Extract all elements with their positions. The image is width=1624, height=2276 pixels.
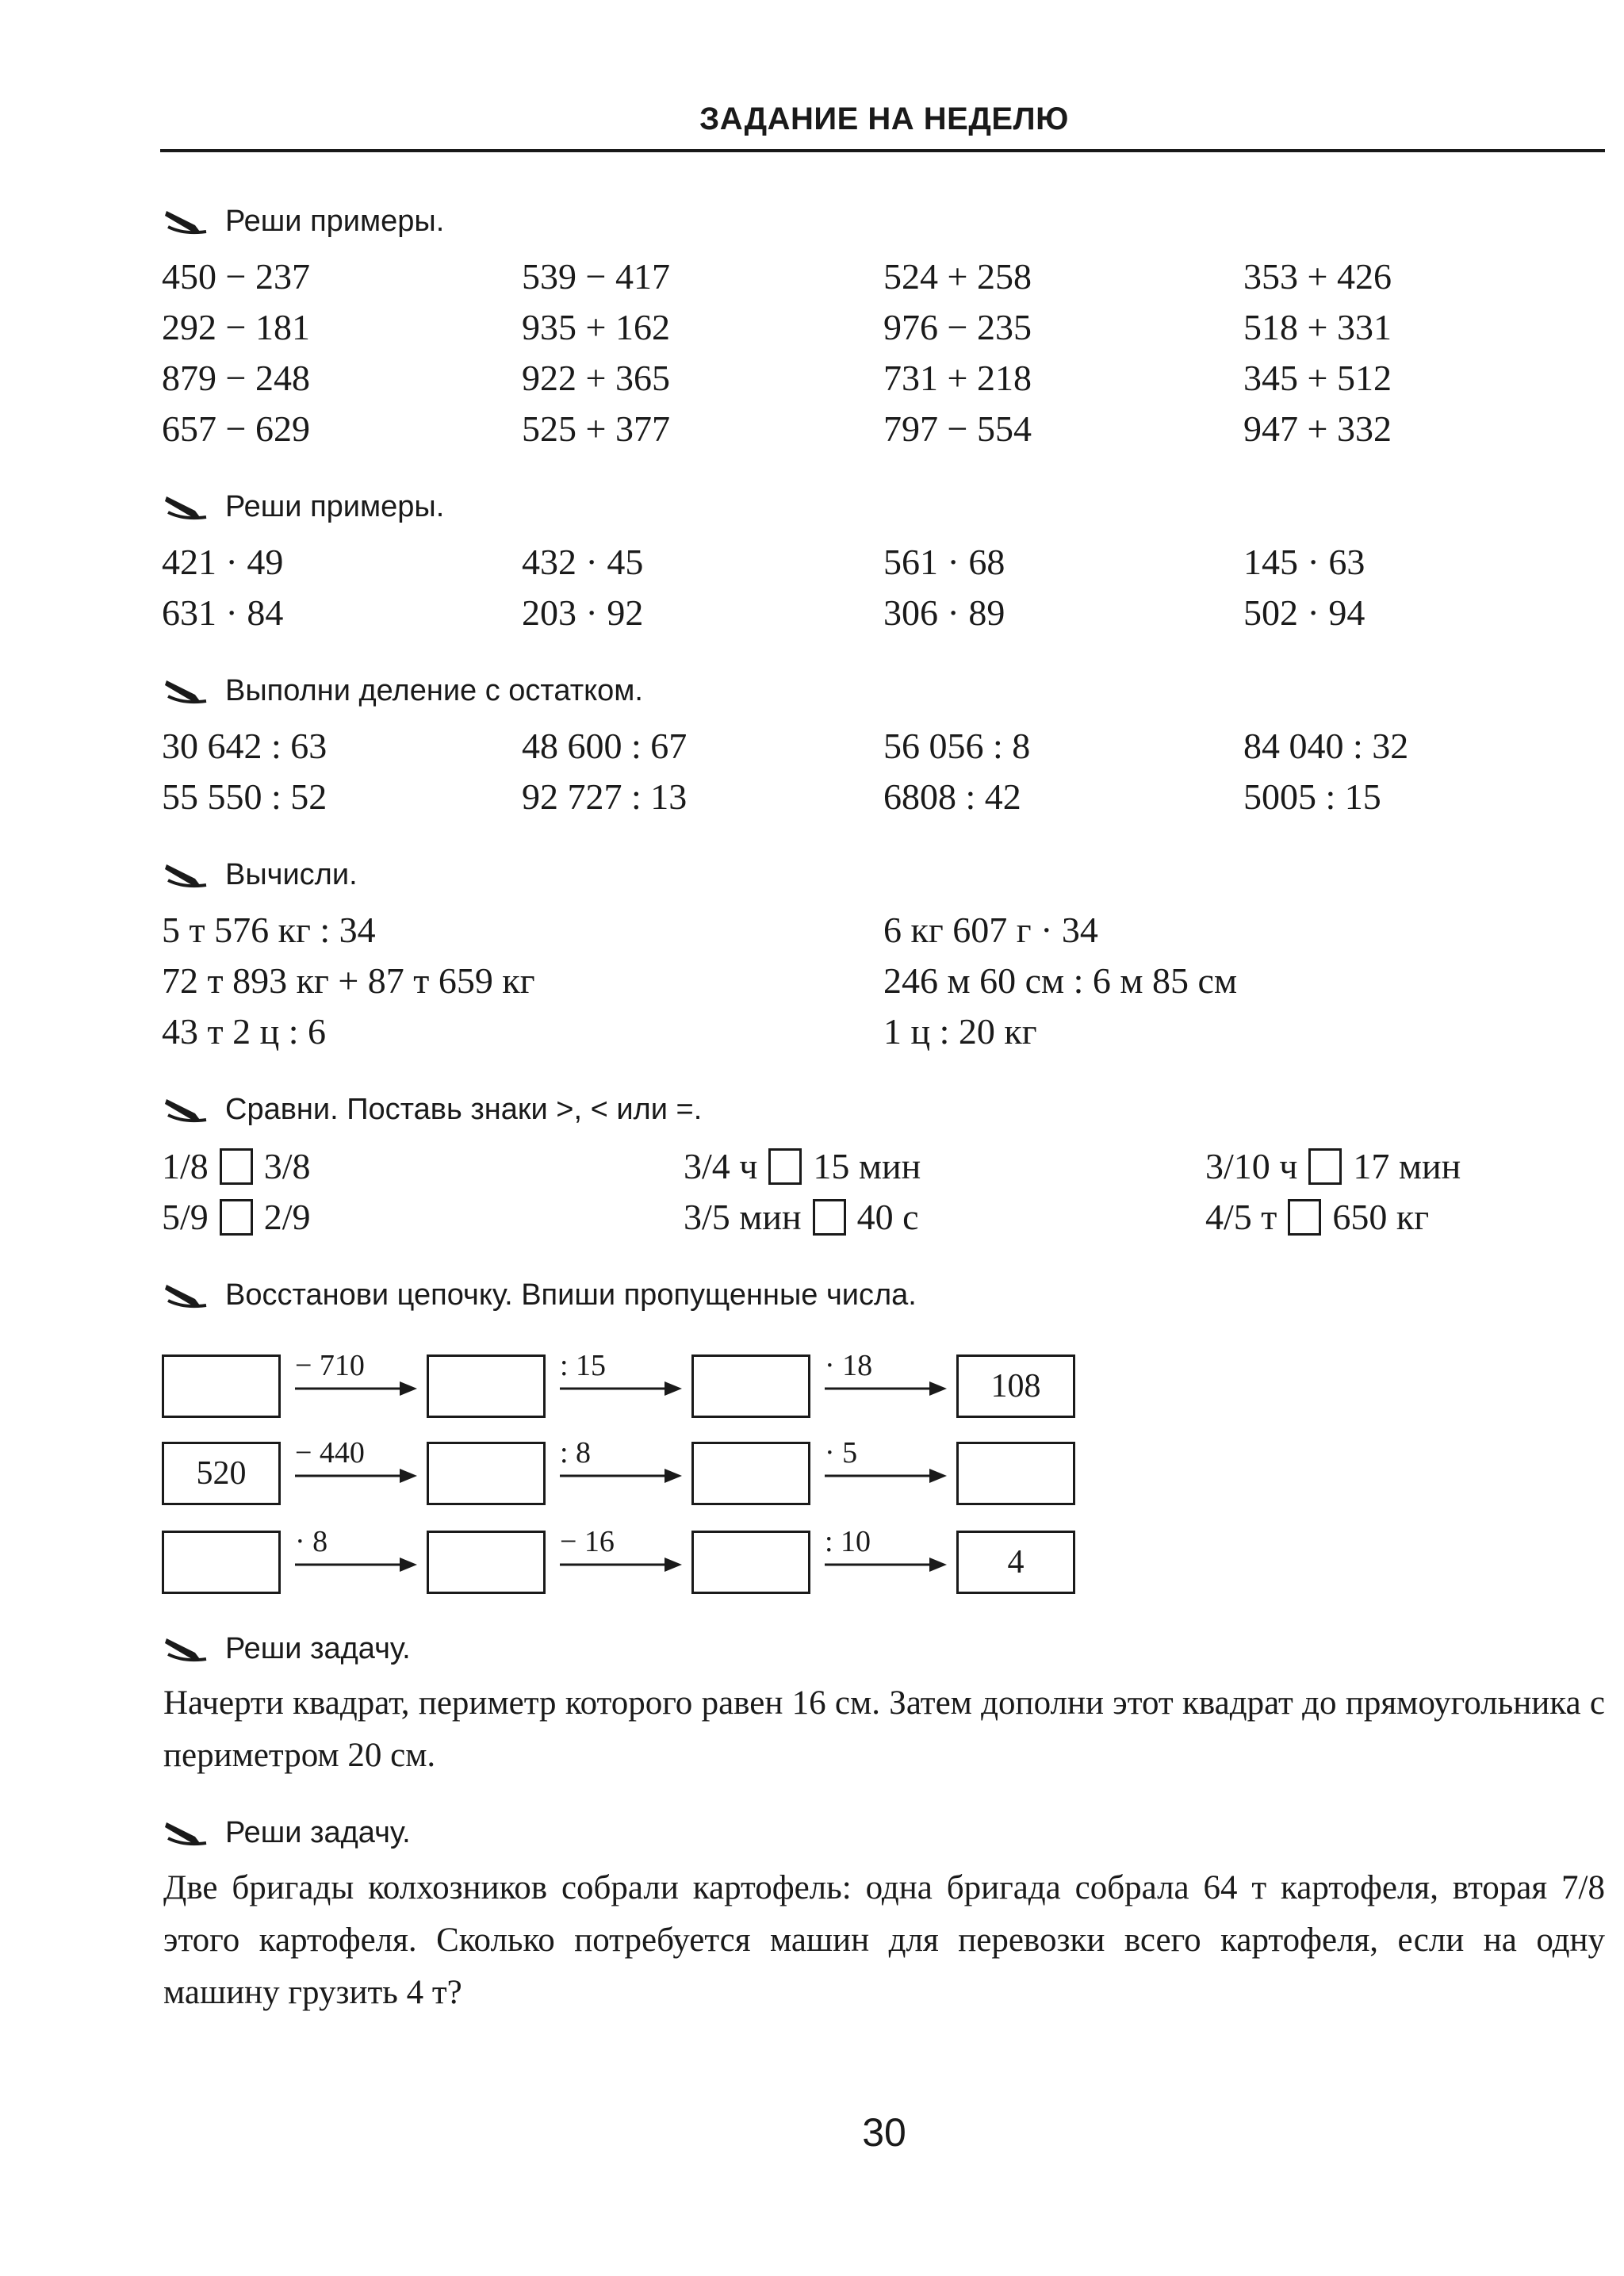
chain-operation: : 8 [560,1436,592,1469]
example: 246 м 60 см : 6 м 85 см [883,960,1238,1001]
chain-box[interactable] [162,1354,281,1418]
example: 56 056 : 8 [883,726,1031,766]
chain-box[interactable] [691,1531,810,1594]
example: 631 · 84 [162,592,284,633]
answer-box[interactable] [1308,1148,1342,1185]
example: 879 − 248 [162,358,310,398]
section-heading-text: Вычисли. [225,858,358,891]
example: 947 + 332 [1243,408,1392,449]
example: 6808 : 42 [883,776,1021,817]
example: 524 + 258 [883,256,1032,297]
example: 525 + 377 [522,408,670,449]
example: 92 727 : 13 [522,776,688,817]
example: 922 + 365 [522,358,670,398]
example: 48 600 : 67 [522,726,688,766]
chain-operation: : 10 [825,1525,871,1558]
comparison-left: 5/9 [162,1197,209,1237]
arrow-icon [560,1554,684,1575]
section-heading-text: Сравни. Поставь знаки >, < или =. [225,1093,703,1126]
chain-operation: · 5 [825,1436,858,1469]
chain-box[interactable]: 4 [956,1531,1075,1594]
example: 306 · 89 [883,592,1005,633]
chain-box[interactable] [427,1531,546,1594]
chain-box[interactable] [427,1442,546,1505]
example: 502 · 94 [1243,592,1365,633]
section-2-heading [163,490,444,524]
section-1-heading [163,205,444,239]
pencil-icon [163,208,208,236]
section-7-heading [163,1632,411,1666]
answer-box[interactable] [1288,1199,1321,1236]
section-3-heading [163,674,643,708]
comparison [684,1145,921,1187]
section-heading-text: Выполни деление с остатком. [225,674,643,707]
chain-box[interactable]: 520 [162,1442,281,1505]
section-heading-text: Реши задачу. [225,1632,411,1665]
example: 450 − 237 [162,256,310,297]
example: 976 − 235 [883,307,1032,347]
example: 72 т 893 кг + 87 т 659 кг [162,960,535,1001]
chain-box[interactable] [162,1531,281,1594]
chain-box[interactable]: 108 [956,1354,1075,1418]
comparison [1205,1145,1461,1187]
chain-box[interactable] [691,1442,810,1505]
example: 797 − 554 [883,408,1032,449]
example: 5005 : 15 [1243,776,1381,817]
example: 539 − 417 [522,256,670,297]
example: 353 + 426 [1243,256,1392,297]
chain-box[interactable] [956,1442,1075,1505]
example: 421 · 49 [162,542,284,582]
answer-box[interactable] [768,1148,802,1185]
answer-box[interactable] [220,1148,253,1185]
comparison-left: 1/8 [162,1146,209,1186]
section-heading-text: Реши задачу. [225,1816,411,1849]
page-number: 30 [862,2110,906,2155]
example: 1 ц : 20 кг [883,1011,1037,1052]
arrow-icon [825,1554,948,1575]
title-rule [160,149,1605,152]
chain-operation: : 15 [560,1349,607,1382]
comparison-right: 15 мин [813,1146,921,1186]
section-heading-text: Реши примеры. [225,490,445,523]
section-5-heading [163,1093,702,1127]
answer-box[interactable] [220,1199,253,1236]
example: 935 + 162 [522,307,670,347]
arrow-icon [825,1378,948,1399]
chain-box[interactable] [691,1354,810,1418]
example: 55 550 : 52 [162,776,327,817]
section-heading-text: Реши примеры. [225,205,445,238]
section-heading-text: Восстанови цепочку. Впиши пропущенные числа. [225,1278,917,1312]
comparison-right: 40 с [856,1197,919,1237]
answer-box[interactable] [813,1199,846,1236]
comparison-right: 650 кг [1332,1197,1430,1237]
comparison-right: 3/8 [263,1146,311,1186]
arrow-icon [560,1466,684,1486]
chain-box[interactable] [427,1354,546,1418]
chain-operation: − 440 [295,1436,365,1469]
arrow-icon [295,1378,419,1399]
example: 657 − 629 [162,408,310,449]
example: 84 040 : 32 [1243,726,1409,766]
comparison [162,1145,311,1187]
example: 432 · 45 [522,542,644,582]
pencil-icon [163,493,208,522]
comparison [162,1196,311,1238]
comparison-left: 3/10 ч [1205,1146,1298,1186]
arrow-icon [560,1378,684,1399]
section-6-heading [163,1278,917,1312]
section-4-heading [163,858,358,892]
arrow-icon [825,1466,948,1486]
pencil-icon [163,1819,208,1848]
example: 5 т 576 кг : 34 [162,910,376,950]
pencil-icon [163,1635,208,1664]
pencil-icon [163,677,208,706]
comparison [1205,1196,1429,1238]
comparison-right: 17 мин [1353,1146,1461,1186]
comparison-right: 2/9 [263,1197,311,1237]
chain-operation: · 8 [295,1525,328,1558]
task-text: Две бригады колхозников собрали картофель: одна бригада собрала 64 т картофеля, вторая 7/8 этого картофеля. Сколько потребуется машин для перевозки всего картофеля, если на одну машину грузить 4 т? [163,1869,1605,2011]
pencil-icon [163,861,208,890]
example: 561 · 68 [883,542,1005,582]
pencil-icon [163,1096,208,1125]
example: 203 · 92 [522,592,644,633]
example: 292 − 181 [162,307,310,347]
example: 6 кг 607 г · 34 [883,910,1098,950]
comparison-left: 4/5 т [1205,1197,1277,1237]
arrow-icon [295,1554,419,1575]
chain-operation: − 16 [560,1525,615,1558]
chain-operation: · 18 [825,1349,873,1382]
pencil-icon [163,1282,208,1310]
comparison-left: 3/5 мин [684,1197,802,1237]
example: 345 + 512 [1243,358,1392,398]
task-text: Начерти квадрат, периметр которого равен 16 см. Затем дополни этот квадрат до прямоугольника с периметром 20 см. [163,1684,1605,1774]
section-8-heading [163,1816,411,1850]
chain-operation: − 710 [295,1349,365,1382]
example: 145 · 63 [1243,542,1365,582]
comparison [684,1196,919,1238]
example: 731 + 218 [883,358,1032,398]
comparison-left: 3/4 ч [684,1146,758,1186]
example: 30 642 : 63 [162,726,327,766]
arrow-icon [295,1466,419,1486]
example: 43 т 2 ц : 6 [162,1011,326,1052]
page-title: ЗАДАНИЕ НА НЕДЕЛЮ [699,102,1069,136]
example: 518 + 331 [1243,307,1392,347]
